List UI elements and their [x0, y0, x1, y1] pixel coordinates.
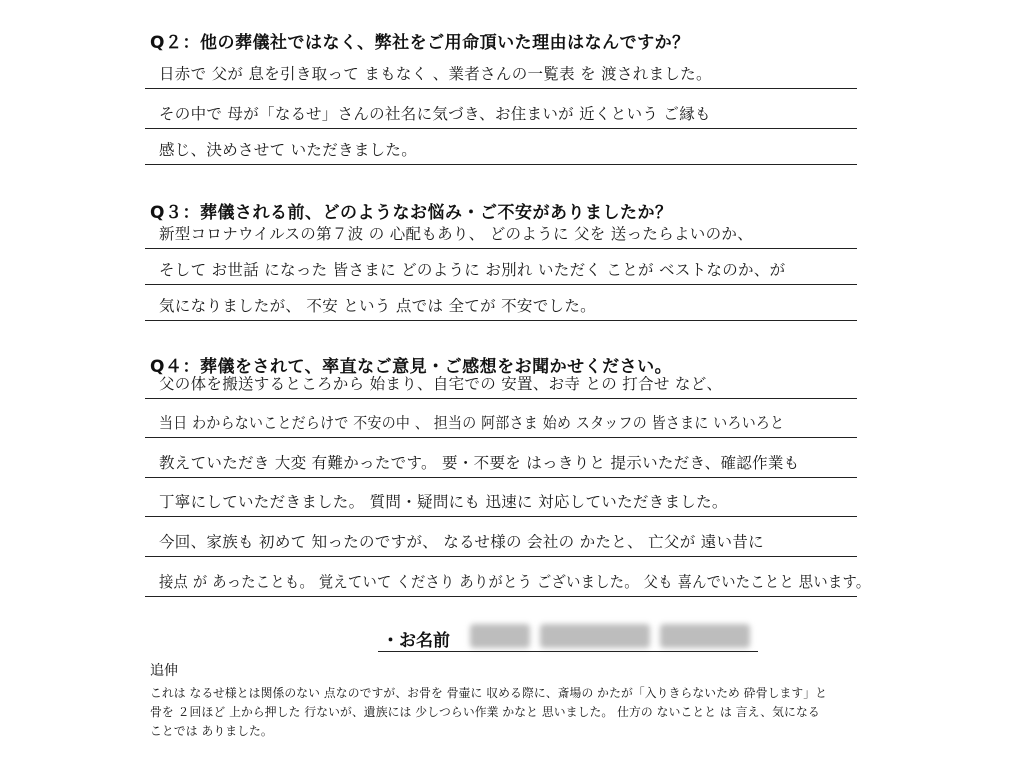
answer-line [145, 96, 857, 129]
handwritten-text: 丁寧にしていただきました。 質問・疑問にも 迅速に 対応していただきました。 [159, 493, 728, 511]
answer-line [145, 288, 857, 321]
handwritten-text: 教えていただき 大変 有難かったです。 要・不要を はっきりと 提示いただき、確認作業も [159, 454, 800, 472]
answer-line [145, 56, 857, 89]
name-label: ・お名前 [382, 631, 450, 651]
answer-line [145, 445, 857, 478]
answer-line [145, 524, 857, 557]
handwritten-text: 気になりましたが、 不安 という 点では 全てが 不安でした。 [159, 297, 596, 315]
answer-line [145, 405, 857, 438]
handwritten-text: そして お世話 になった 皆さまに どのように お別れ いただく ことが ベストなのか、が [159, 261, 786, 279]
postscript-line: これは なるせ様とは関係のない 点なのですが、お骨を 骨壷に 収める際に、斎場の かたが「入りきらないため 砕骨します」と [150, 686, 828, 700]
handwritten-text: 感じ、決めさせて いただきました。 [159, 141, 418, 159]
answer-line [145, 132, 857, 165]
handwritten-text: 新型コロナウイルスの第７波 の 心配もあり、 どのように 父を 送ったらよいのか、 [159, 225, 754, 243]
handwritten-text: 接点 が あったことも。 覚えていて くださり ありがとう ございました。 父も 喜んでいたことと 思います。 [159, 573, 871, 591]
handwritten-text: 当日 わからないことだらけで 不安の中 、 担当の 阿部さま 始め スタッフの 皆さまに いろいろと [159, 414, 785, 432]
question-4: Q４：葬儀をされて、率直なご意見・ご感想をお聞かせください。 [150, 357, 673, 377]
answer-line [145, 252, 857, 285]
postscript-line: 骨を ２回ほど 上から押した 行ないが、遺族には 少しつらい作業 かなと 思いました。 仕方の ないことと は 言え、気になる [150, 705, 820, 719]
answer-line [145, 484, 857, 517]
redacted-name [660, 624, 750, 648]
handwritten-text: 日赤で 父が 息を引き取って まもなく 、業者さんの一覧表 を 渡されました。 [159, 65, 712, 83]
handwritten-text: 今回、家族も 初めて 知ったのですが、 なるせ様の 会社の かたと、 亡父が 遠い昔に [159, 533, 764, 551]
answer-line [145, 366, 857, 399]
postscript-line: ことでは ありました。 [150, 724, 273, 738]
name-underline [378, 651, 758, 652]
question-3: Q３：葬儀される前、どのようなお悩み・ご不安がありましたか？ [150, 203, 673, 223]
redacted-name [470, 624, 530, 648]
postscript-title: 追伸 [150, 663, 178, 679]
question-2: Q２：他の葬儀社ではなく、弊社をご用命頂いた理由はなんですか？ [150, 33, 690, 53]
redacted-name [540, 624, 650, 648]
handwritten-text: その中で 母が「なるせ」さんの社名に気づき、お住まいが 近くという ご縁も [159, 105, 711, 123]
answer-line [145, 216, 857, 249]
answer-line [145, 564, 871, 597]
handwritten-text: 父の体を搬送するところから 始まり、自宅での 安置、お寺 との 打合せ など、 [159, 375, 723, 393]
